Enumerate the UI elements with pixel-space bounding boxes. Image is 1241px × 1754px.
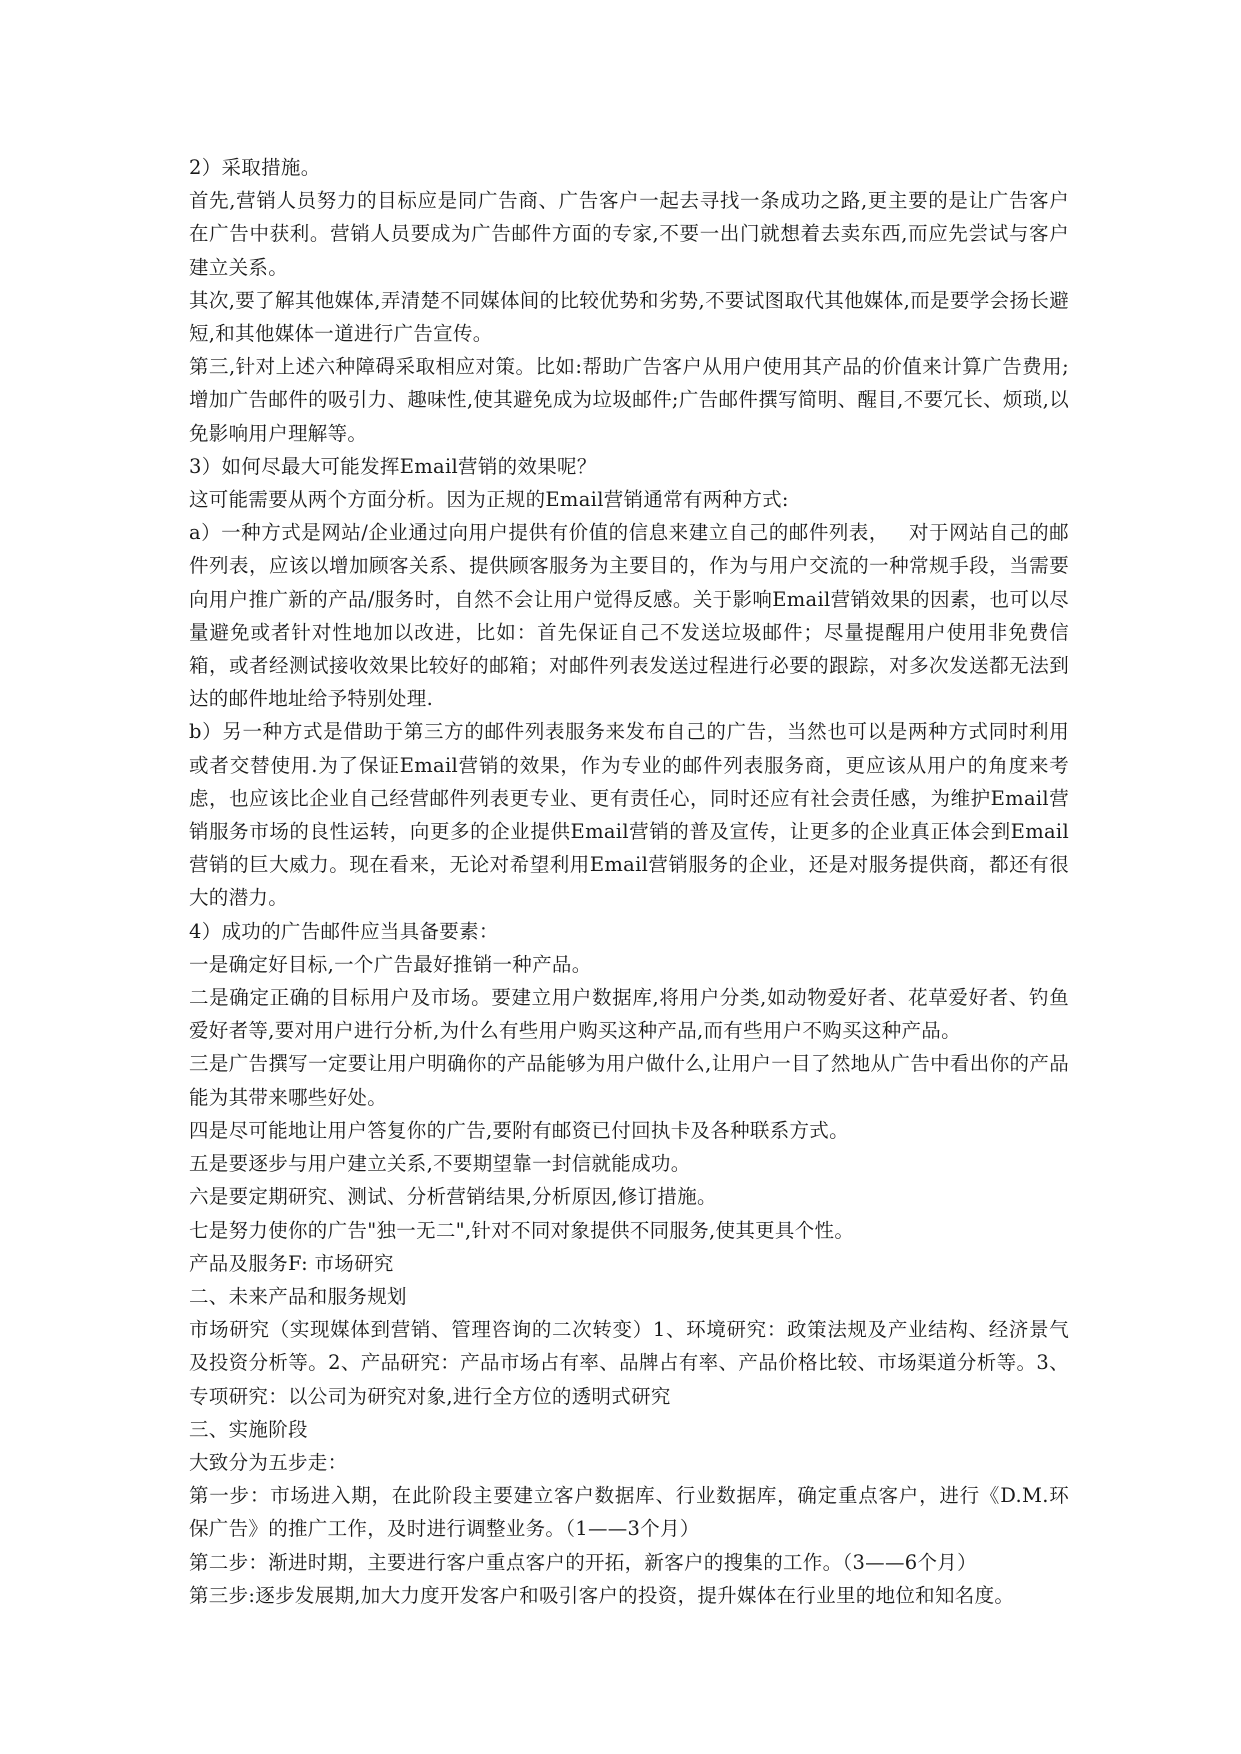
- paragraph: 四是尽可能地让用户答复你的广告,要附有邮资已付回执卡及各种联系方式。: [189, 1118, 849, 1142]
- paragraph: 首先,营销人员努力的目标应是同广告商、广告客户一起去寻找一条成功之路,更主要的是让广告客户在广告中获利。营销人员要成为广告邮件方面的专家,不要一出门就想着去卖东西,而应先尝试与客户建立关系。: [189, 189, 1069, 279]
- paragraph: 一是确定好目标,一个广告最好推销一种产品。: [189, 952, 592, 976]
- paragraph: a）一种方式是网站/企业通过向用户提供有价值的信息来建立自己的邮件列表， 对于网站自己的邮件列表，应该以增加顾客关系、提供顾客服务为主要目的，作为与用户交流的一种常规手段，当需要向用户推广新的产品/服务时，自然不会让用户觉得反感。关于影响Email营销效果的因素，也可以尽量避免或者针对性地加以改进，比如：首先保证自己不发送垃圾邮件；尽量提醒用户使用非免费信箱，或者经测试接收效果比较好的邮箱；对邮件列表发送过程进行必要的跟踪，对多次发送都无法到达的邮件地址给予特别处理.: [189, 521, 1069, 711]
- paragraph: 3）如何尽最大可能发挥Email营销的效果呢？: [189, 454, 597, 478]
- paragraph: 产品及服务F: 市场研究: [189, 1251, 394, 1275]
- paragraph: b）另一种方式是借助于第三方的邮件列表服务来发布自己的广告，当然也可以是两种方式同时利用或者交替使用.为了保证Email营销的效果，作为专业的邮件列表服务商，更应该从用户的角度来考虑，也应该比企业自己经营邮件列表更专业、更有责任心，同时还应有社会责任感，为维护Email营销服务市场的良性运转，向更多的企业提供Email营销的普及宣传，让更多的企业真正体会到Email营销的巨大威力。现在看来，无论对希望利用Email营销服务的企业，还是对服务提供商，都还有很大的潜力。: [189, 720, 1069, 910]
- paragraph: 第二步：渐进时期，主要进行客户重点客户的开拓，新客户的搜集的工作。（3——6个月）: [189, 1550, 977, 1574]
- document-page: [189, 151, 1069, 1612]
- paragraph: 其次,要了解其他媒体,弄清楚不同媒体间的比较优势和劣势,不要试图取代其他媒体,而是要学会扬长避短,和其他媒体一道进行广告宣传。: [189, 288, 1069, 346]
- paragraph: 大致分为五步走：: [189, 1450, 348, 1474]
- paragraph: 4）成功的广告邮件应当具备要素：: [189, 919, 499, 943]
- paragraph: 二是确定正确的目标用户及市场。要建立用户数据库,将用户分类,如动物爱好者、花草爱好者、钓鱼爱好者等,要对用户进行分析,为什么有些用户购买这种产品,而有些用户不购买这种产品。: [189, 986, 1069, 1043]
- paragraph: 这可能需要从两个方面分析。因为正规的Email营销通常有两种方式:: [189, 488, 789, 512]
- paragraph: 六是要定期研究、测试、分析营销结果,分析原因,修订措施。: [189, 1185, 717, 1209]
- paragraph: 2）采取措施。: [189, 156, 321, 179]
- paragraph: 五是要逐步与用户建立关系,不要期望靠一封信就能成功。: [189, 1152, 691, 1176]
- section-heading: 二、未来产品和服务规划: [189, 1284, 407, 1308]
- paragraph: 第一步：市场进入期，在此阶段主要建立客户数据库、行业数据库，确定重点客户，进行《D.M.环保广告》的推广工作，及时进行调整业务。（1——3个月）: [189, 1484, 1069, 1541]
- paragraph: 第三步:逐步发展期,加大力度开发客户和吸引客户的投资，提升媒体在行业里的地位和知名度。: [189, 1583, 1015, 1607]
- paragraph: 三是广告撰写一定要让用户明确你的产品能够为用户做什么,让用户一目了然地从广告中看出你的产品能为其带来哪些好处。: [189, 1052, 1069, 1109]
- paragraph: 第三,针对上述六种障碍采取相应对策。比如:帮助广告客户从用户使用其产品的价值来计算广告费用;增加广告邮件的吸引力、趣味性,使其避免成为垃圾邮件;广告邮件撰写简明、醒目,不要冗长、烦琐,以免影响用户理解等。: [189, 355, 1069, 445]
- paragraph: 市场研究（实现媒体到营销、管理咨询的二次转变）1、环境研究：政策法规及产业结构、经济景气及投资分析等。2、产品研究：产品市场占有率、品牌占有率、产品价格比较、市场渠道分析等。3、专项研究：以公司为研究对象,进行全方位的透明式研究: [189, 1318, 1069, 1408]
- section-heading: 三、实施阶段: [189, 1417, 308, 1441]
- paragraph: 七是努力使你的广告"独一无二",针对不同对象提供不同服务,使其更具个性。: [189, 1218, 855, 1242]
